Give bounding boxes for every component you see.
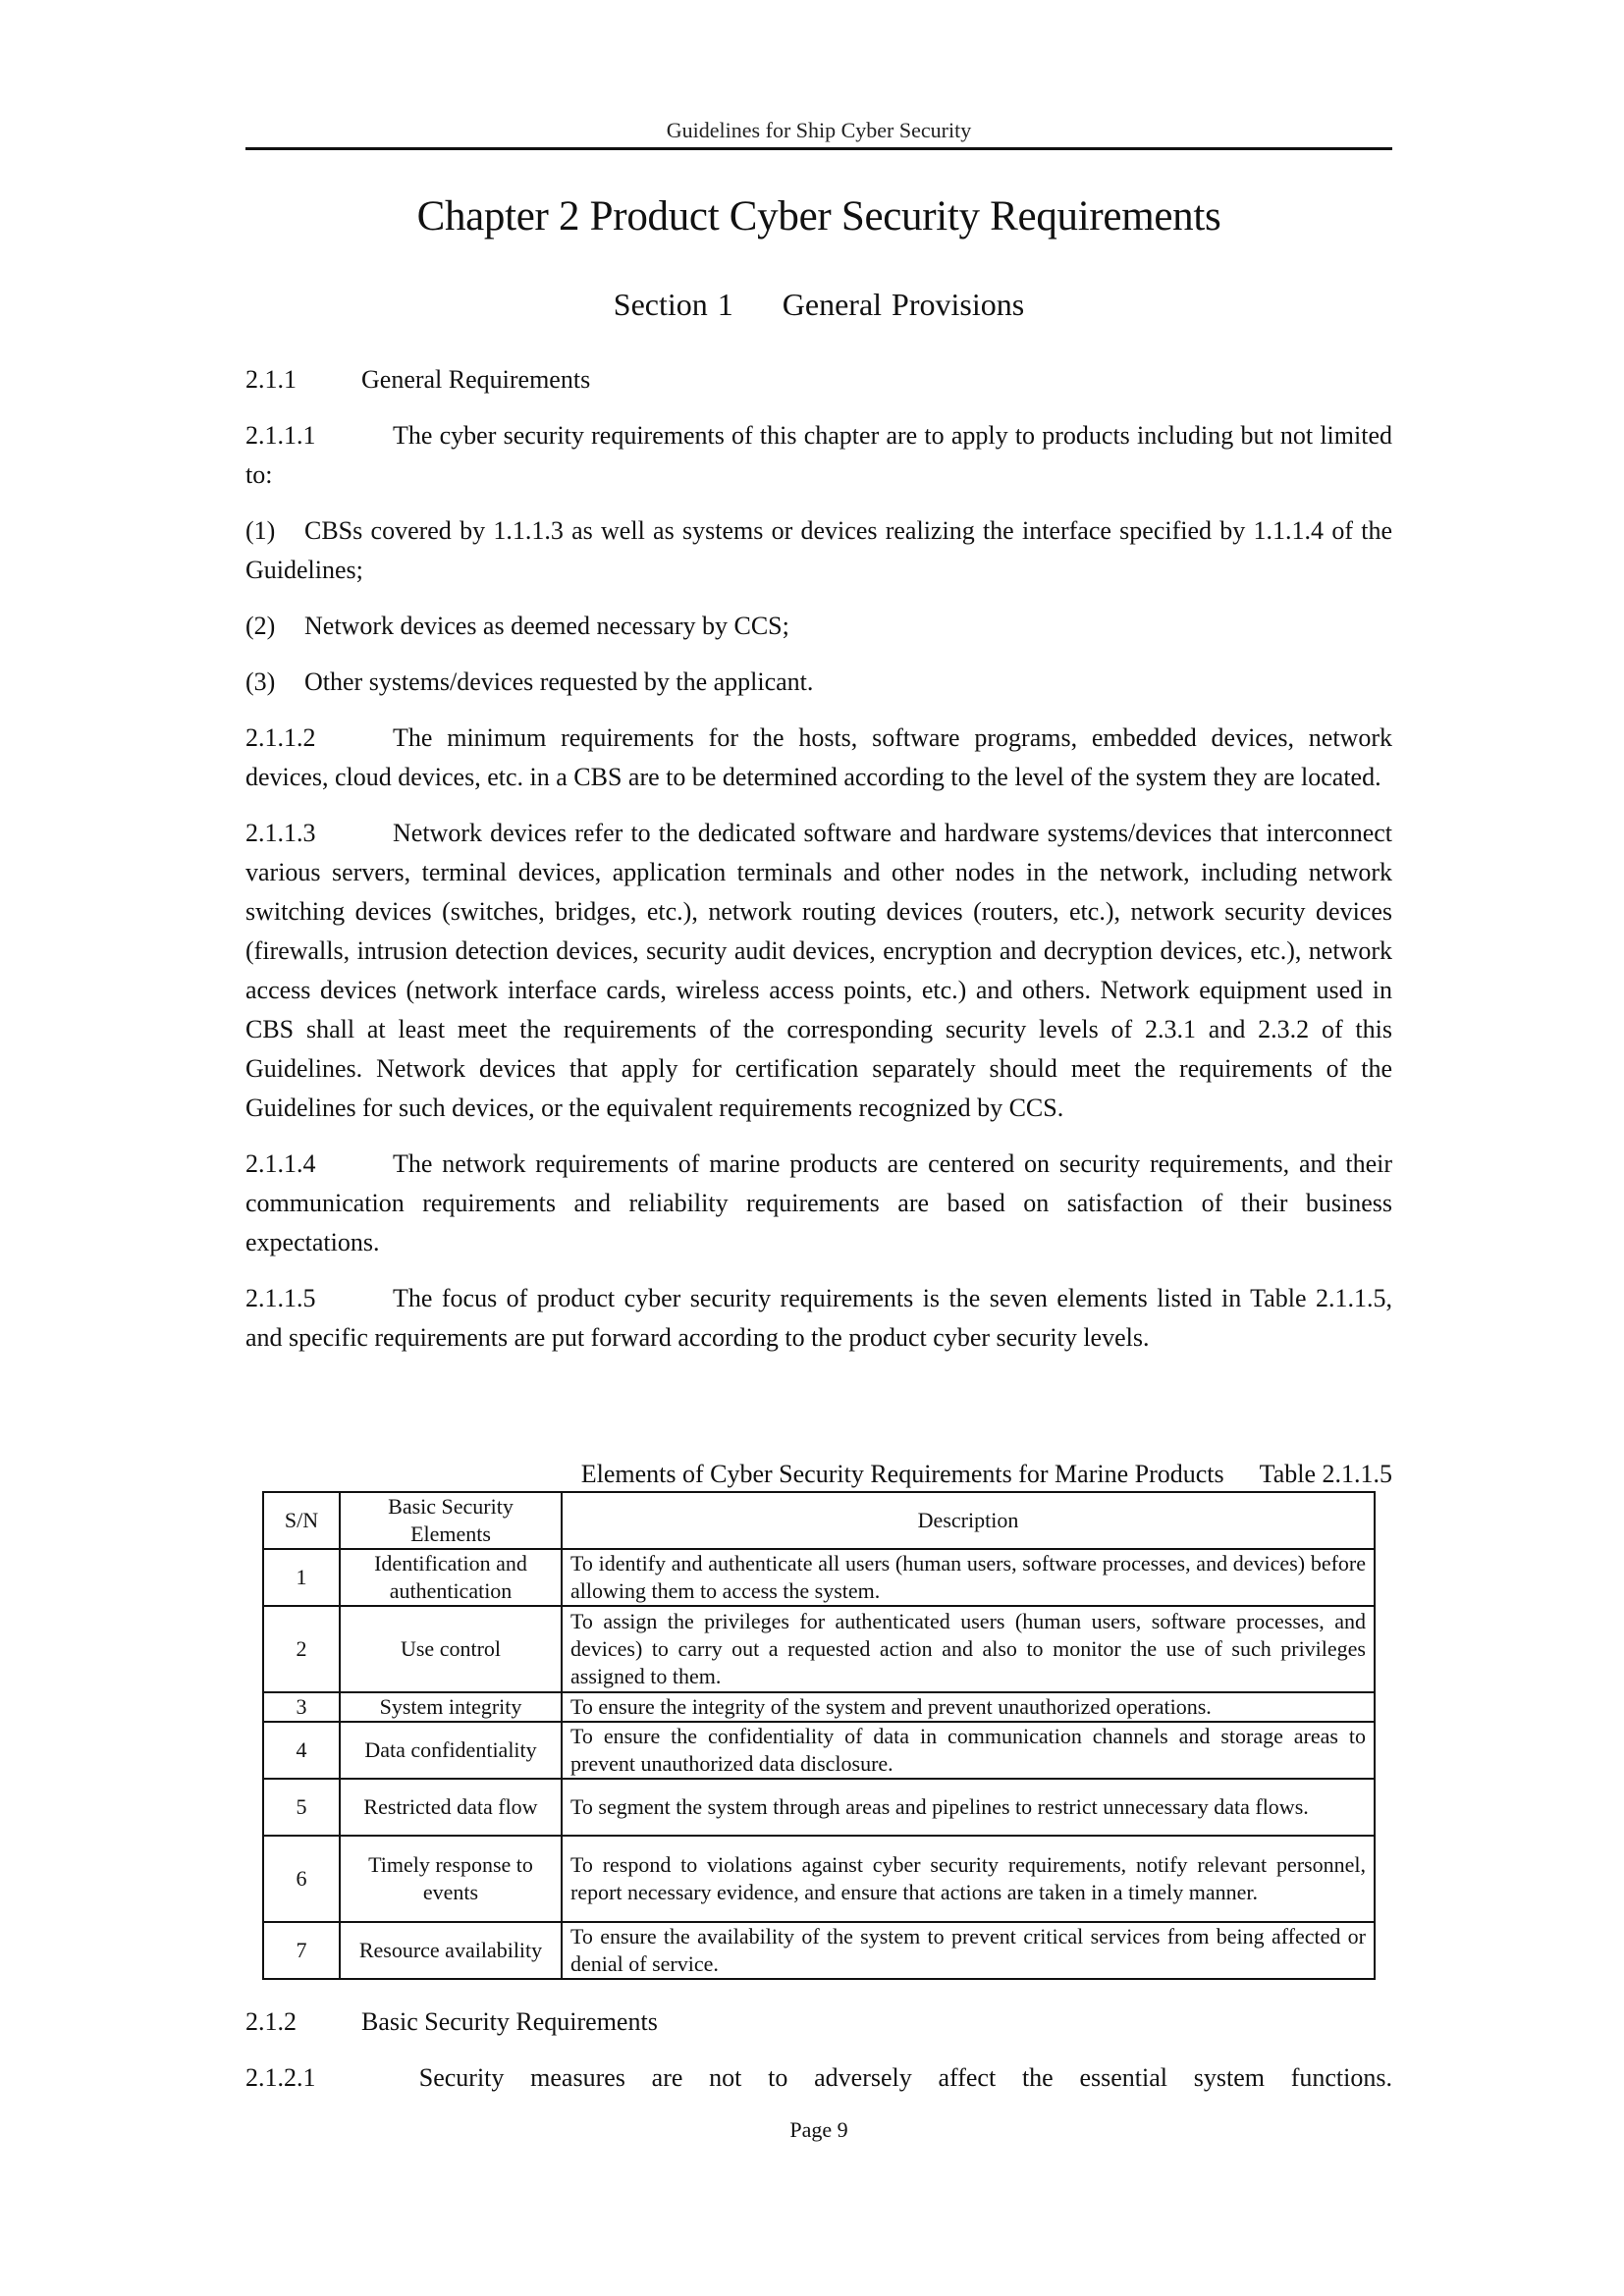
- cell-element: Restricted data flow: [340, 1779, 562, 1836]
- header-element: Basic Security Elements: [340, 1492, 562, 1549]
- clause-2-1-1-1: [245, 416, 1392, 495]
- table-row: [263, 1722, 1375, 1779]
- clause-2-1-1-5: [245, 1279, 1392, 1358]
- clause-word: to: [768, 2063, 788, 2092]
- cell-element: Use control: [340, 1606, 562, 1692]
- page-number: Page 9: [789, 2117, 848, 2142]
- document-page: [245, 0, 1392, 2296]
- table-caption: [245, 1460, 1392, 1489]
- table-caption-text: Elements of Cyber Security Requirements for Marine Products: [580, 1460, 1224, 1488]
- body-text: [245, 360, 1392, 1374]
- header-sn: S/N: [263, 1492, 340, 1549]
- clause-number: 2.1.1.4: [245, 1149, 316, 1178]
- clause-2-1-1-4: [245, 1145, 1392, 1262]
- clause-text: Network devices refer to the dedicated software and hardware systems/devices that interconnect various servers, terminal devices, application terminals and other nodes in the network, including network switching devices (switches, bridges, etc.), network routing devices (routers, etc.), network security devices (firewalls, intrusion detection devices, security audit devices, encryption and decryption devices, etc.), network access devices (network interface cards, wireless access points, etc.) and others. Network equipment used in CBS shall at least meet the requirements of the corresponding security levels of 2.3.1 and 2.3.2 of this Guidelines. Network devices that apply for certification separately should meet the requirements of the Guidelines for such devices, or the equivalent requirements recognized by CCS.: [245, 819, 1392, 1122]
- cell-sn: 6: [263, 1836, 340, 1922]
- cell-sn: 3: [263, 1692, 340, 1722]
- clause-2-1-1-3: [245, 814, 1392, 1128]
- clause-2-1-1-2: [245, 719, 1392, 797]
- cell-element: Timely response to events: [340, 1836, 562, 1922]
- clause-heading: Basic Security Requirements: [361, 2007, 658, 2036]
- clause-2-1-1: [245, 360, 1392, 400]
- table-row: [263, 1836, 1375, 1922]
- cell-sn: 4: [263, 1722, 340, 1779]
- list-item: [245, 511, 1392, 590]
- cell-description: To ensure the confidentiality of data in communication channels and storage areas to prevent unauthorized data disclosure.: [562, 1722, 1375, 1779]
- clause-number: 2.1.2: [245, 2007, 297, 2036]
- body-text-continued: [245, 2002, 1392, 2098]
- header-rule: [245, 147, 1392, 150]
- clause-word: Security: [418, 2063, 505, 2092]
- table-row: [263, 1779, 1375, 1836]
- clause-word: the: [1021, 2063, 1054, 2092]
- clause-word: adversely: [814, 2063, 912, 2092]
- clause-word: functions.: [1290, 2063, 1392, 2092]
- list-item: [245, 607, 1392, 646]
- cell-element: Resource availability: [340, 1922, 562, 1979]
- list-number: (2): [245, 612, 276, 640]
- list-number: (3): [245, 667, 276, 696]
- running-header: Guidelines for Ship Cyber Security: [666, 118, 972, 142]
- cell-description: To identify and authenticate all users (human users, software processes, and devices) before allowing them to access the system.: [562, 1549, 1375, 1606]
- cell-description: To segment the system through areas and pipelines to restrict unnecessary data flows.: [562, 1779, 1375, 1836]
- table-header-row: [263, 1492, 1375, 1549]
- cell-element: Data confidentiality: [340, 1722, 562, 1779]
- section-title: [245, 287, 1392, 323]
- clause-word: essential: [1079, 2063, 1167, 2092]
- header-description: Description: [562, 1492, 1375, 1549]
- clause-text: The focus of product cyber security requirements is the seven elements listed in Table 2.1.1.5, and specific requirements are put forward according to the product cyber security levels.: [245, 1284, 1392, 1352]
- clause-number: 2.1.1.1: [245, 421, 316, 450]
- clause-word: affect: [938, 2063, 997, 2092]
- list-number: (1): [245, 516, 276, 545]
- section-number: Section 1: [613, 287, 733, 322]
- cell-sn: 2: [263, 1606, 340, 1692]
- list-item: [245, 663, 1392, 702]
- cell-element: System integrity: [340, 1692, 562, 1722]
- clause-2-1-2-1: [245, 2058, 1392, 2098]
- table-row: [263, 1692, 1375, 1722]
- list-text: Network devices as deemed necessary by CCS;: [304, 612, 789, 640]
- section-name: General Provisions: [782, 287, 1025, 322]
- clause-text: The minimum requirements for the hosts, software programs, embedded devices, network devices, cloud devices, etc. in a CBS are to be determined according to the level of the system they are located.: [245, 723, 1392, 791]
- clause-number: 2.1.1.2: [245, 723, 316, 752]
- cell-element: Identification and authentication: [340, 1549, 562, 1606]
- cell-description: To ensure the availability of the system to prevent critical services from being affected or denial of service.: [562, 1922, 1375, 1979]
- clause-text: The network requirements of marine products are centered on security requirements, and their communication requirements and reliability requirements are based on satisfaction of their business expectations.: [245, 1149, 1392, 1256]
- list-text: Other systems/devices requested by the applicant.: [304, 667, 814, 696]
- table-row: [263, 1549, 1375, 1606]
- clause-heading: General Requirements: [361, 365, 591, 394]
- chapter-title: Chapter 2 Product Cyber Security Requirements: [416, 193, 1221, 240]
- cell-description: To ensure the integrity of the system and prevent unauthorized operations.: [562, 1692, 1375, 1722]
- cell-description: To assign the privileges for authenticated users (human users, software processes, and devices) to carry out a requested action and also to monitor the use of such privileges assigned to them.: [562, 1606, 1375, 1692]
- clause-number: 2.1.1.3: [245, 819, 316, 847]
- clause-word: are: [651, 2063, 683, 2092]
- clause-number: 2.1.1: [245, 365, 297, 394]
- clause-2-1-2: [245, 2002, 1392, 2042]
- cell-description: To respond to violations against cyber security requirements, notify relevant personnel, report necessary evidence, and ensure that actions are taken in a timely manner.: [562, 1836, 1375, 1922]
- list-text: CBSs covered by 1.1.1.3 as well as systems or devices realizing the interface specified by 1.1.1.4 of the Guidelines;: [245, 516, 1392, 584]
- clause-word: measures: [530, 2063, 625, 2092]
- cell-sn: 5: [263, 1779, 340, 1836]
- clause-word: system: [1193, 2063, 1265, 2092]
- table-row: [263, 1606, 1375, 1692]
- table-row: [263, 1922, 1375, 1979]
- clause-number: 2.1.2.1: [245, 2063, 316, 2092]
- clause-text: The cyber security requirements of this chapter are to apply to products including but not limited to:: [245, 421, 1392, 489]
- table-number: Table 2.1.1.5: [1259, 1460, 1392, 1488]
- clause-number: 2.1.1.5: [245, 1284, 316, 1312]
- cell-sn: 1: [263, 1549, 340, 1606]
- cell-sn: 7: [263, 1922, 340, 1979]
- security-elements-table: [262, 1491, 1376, 1980]
- clause-word: not: [709, 2063, 742, 2092]
